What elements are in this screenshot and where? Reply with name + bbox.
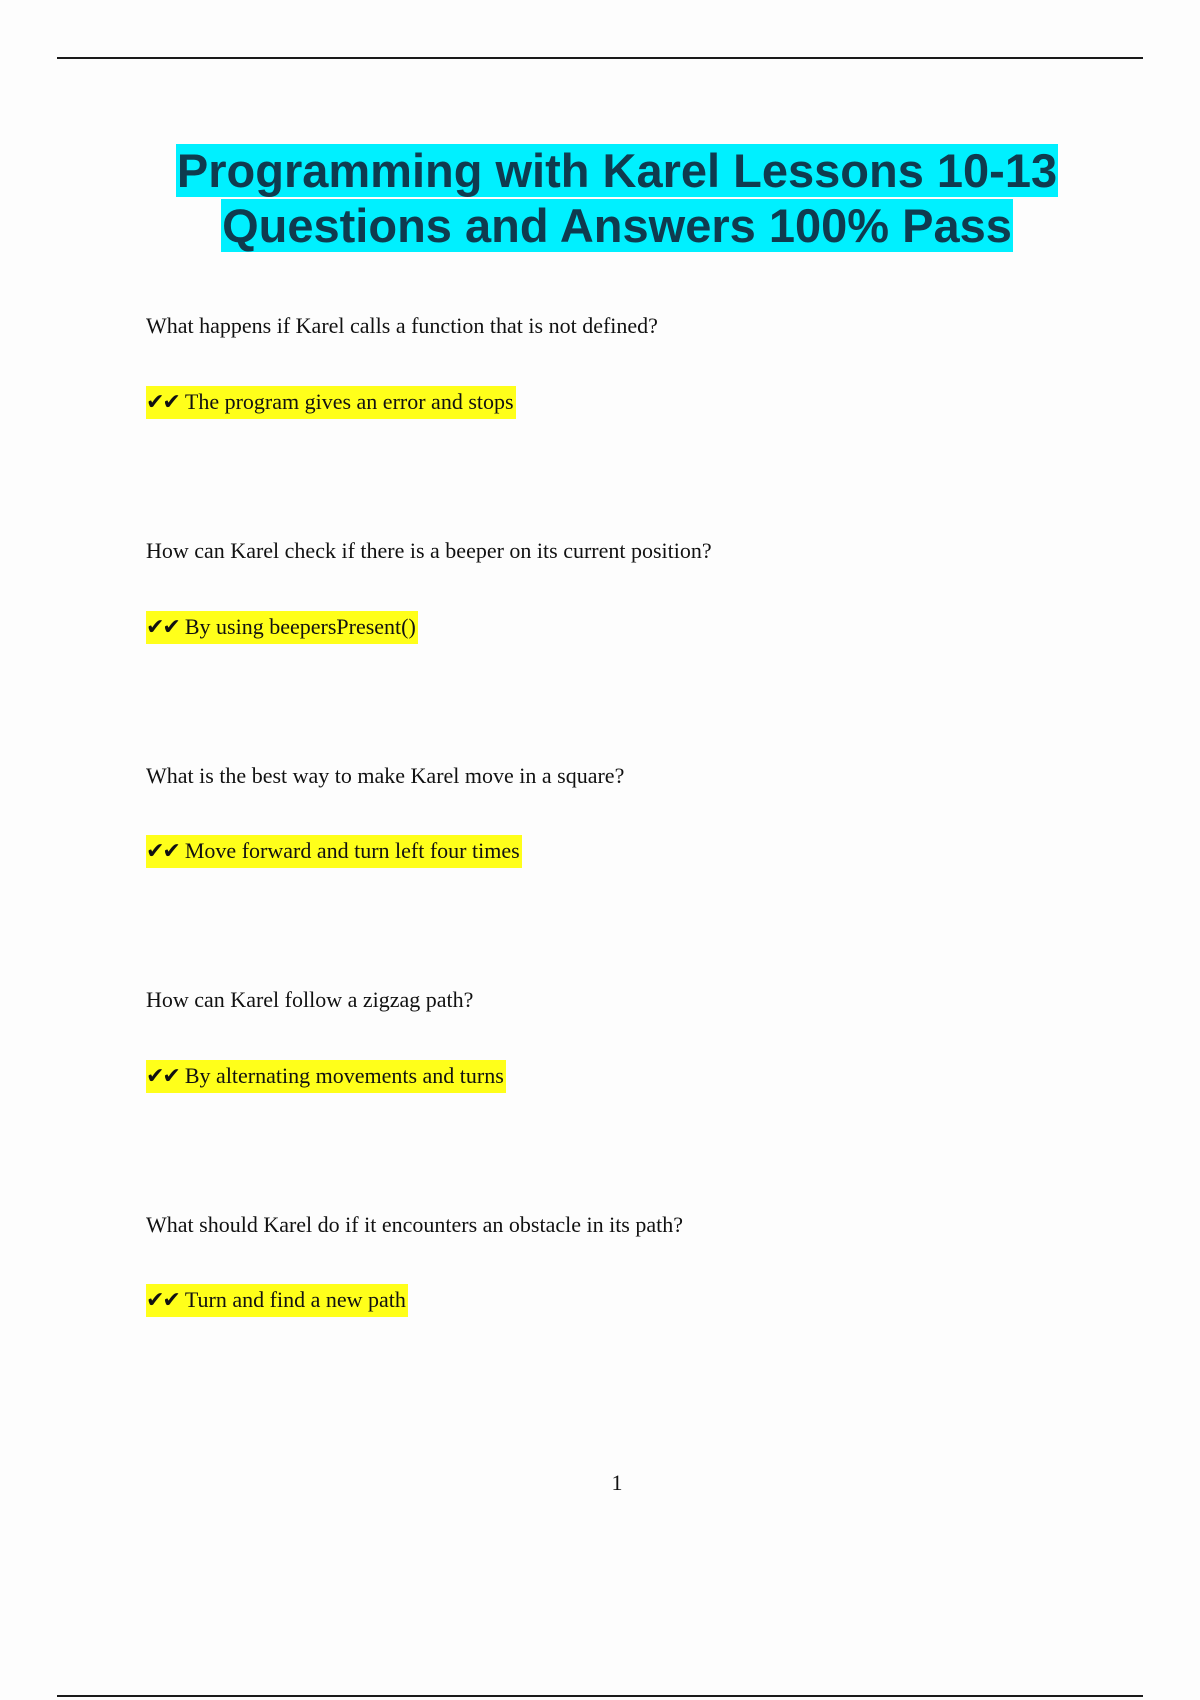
double-check-icon: ✔✔ bbox=[146, 1288, 179, 1313]
answer-2-text: By using beepersPresent() bbox=[184, 614, 416, 639]
double-check-icon: ✔✔ bbox=[146, 390, 179, 415]
question-1: What happens if Karel calls a function that is not defined? bbox=[146, 313, 658, 338]
answer-2 bbox=[146, 611, 418, 644]
bottom-rule bbox=[57, 1695, 1143, 1697]
page-number: 1 bbox=[611, 1470, 623, 1495]
double-check-icon: ✔✔ bbox=[146, 839, 179, 864]
question-3: What is the best way to make Karel move in a square? bbox=[146, 763, 625, 788]
document-title bbox=[0, 143, 1200, 253]
question-2: How can Karel check if there is a beeper on its current position? bbox=[146, 538, 712, 563]
answer-1 bbox=[146, 386, 516, 419]
title-line-2: Questions and Answers 100% Pass bbox=[222, 199, 1012, 252]
top-rule bbox=[57, 57, 1143, 59]
double-check-icon: ✔✔ bbox=[146, 1064, 179, 1089]
answer-1-text: The program gives an error and stops bbox=[184, 389, 514, 414]
answer-4-text: By alternating movements and turns bbox=[184, 1063, 504, 1088]
answer-5-text: Turn and find a new path bbox=[184, 1287, 406, 1312]
answer-3 bbox=[146, 835, 522, 868]
answer-4 bbox=[146, 1060, 506, 1093]
answer-5 bbox=[146, 1284, 408, 1317]
answer-3-text: Move forward and turn left four times bbox=[184, 838, 520, 863]
title-line-1: Programming with Karel Lessons 10-13 bbox=[176, 144, 1058, 197]
question-5: What should Karel do if it encounters an obstacle in its path? bbox=[146, 1212, 684, 1237]
double-check-icon: ✔✔ bbox=[146, 615, 179, 640]
question-4: How can Karel follow a zigzag path? bbox=[146, 987, 474, 1012]
